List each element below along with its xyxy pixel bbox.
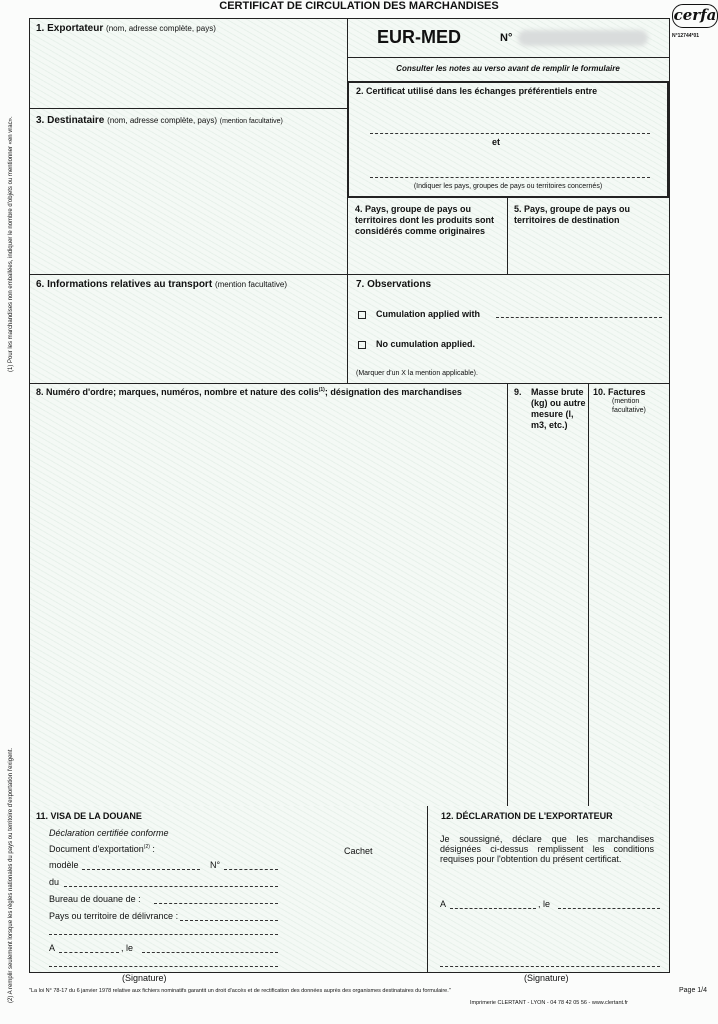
box6-label: 6. Informations relatives au transport <box>36 279 213 290</box>
consignee-input-area[interactable] <box>32 131 344 271</box>
box2-et: et <box>492 137 501 147</box>
box12-label: 12. DÉCLARATION DE L'EXPORTATEUR <box>441 811 613 821</box>
box3-hint2: (mention facultative) <box>219 118 283 125</box>
export-document-footnote-ref: (2) <box>143 844 150 850</box>
box5-label: 5. Pays, groupe de pays ou territoires de destination <box>514 204 631 225</box>
modele-input[interactable] <box>82 869 200 870</box>
customs-section <box>29 806 670 973</box>
box11-subtitle: Déclaration certifiée conforme <box>49 828 169 838</box>
issuing-country-label: Pays ou territoire de délivrance : <box>49 911 179 921</box>
box2-hint: (Indiquer les pays, groupes de pays ou territoires concernés) <box>413 183 603 190</box>
customs-signature-caption: (Signature) <box>122 973 167 983</box>
page-title: CERTIFICAT DE CIRCULATION DES MARCHANDISES <box>219 0 499 12</box>
law-notice: "La loi N° 78-17 du 6 janvier 1978 relative aux fichiers nominatifs garantit un droit d'accès et de rectification des données auprès des organismes destinataires du formulaire." <box>29 988 451 994</box>
du-input[interactable] <box>64 886 278 887</box>
box8-label-wrap <box>36 387 462 397</box>
cumulation-applied-option[interactable] <box>358 309 480 319</box>
document-number-label: N° <box>210 860 221 870</box>
cumulation-country-line[interactable] <box>496 317 662 318</box>
no-cumulation-checkbox[interactable] <box>358 341 366 349</box>
eur-med-form <box>29 18 670 808</box>
side-note-1: (1) Pour les marchandises non emballées, indiquer le nombre d'objets ou mentionner «en vrac». <box>8 116 14 372</box>
box10-label: 10. Factures <box>593 387 646 397</box>
box3-hint: (nom, adresse complète, pays) <box>107 116 217 125</box>
consult-notes: Consulter les notes au verso avant de remplir le formulaire <box>396 64 620 73</box>
box8-label2: ; désignation des marchandises <box>324 387 462 397</box>
document-number-input[interactable] <box>224 869 278 870</box>
box2-country-line-1[interactable] <box>370 133 650 134</box>
box7-hint: (Marquer d'un X la mention applicable). <box>356 370 478 377</box>
customs-office-label: Bureau de douane de : <box>49 894 141 904</box>
modele-label: modèle <box>49 860 79 870</box>
no-cumulation-option[interactable] <box>358 339 475 349</box>
box8-label: 8. Numéro d'ordre; marques, numéros, nombre et nature des colis <box>36 387 319 397</box>
exporter-place-input[interactable] <box>450 908 536 909</box>
issuing-country-input-2[interactable] <box>49 934 278 935</box>
date-label: , le <box>121 943 134 953</box>
export-document-text: Document d'exportation <box>49 844 144 854</box>
box7-label: 7. Observations <box>356 279 432 290</box>
transport-input-area[interactable] <box>32 295 344 381</box>
cumulation-applied-label: Cumulation applied with <box>376 309 480 319</box>
exporter-date-input[interactable] <box>558 908 660 909</box>
printer-info: Imprimerie CLERTANT - LYON - 04 78 42 05 56 - www.clertant.fr <box>470 1000 628 1006</box>
box3-consignee <box>36 115 283 126</box>
issuing-country-input[interactable] <box>180 920 278 921</box>
box2-label: 2. Certificat utilisé dans les échanges préférentiels entre <box>356 86 598 96</box>
certificate-number-label: N° <box>500 32 513 44</box>
no-cumulation-label: No cumulation applied. <box>376 339 476 349</box>
box10-hint: (mention facultative) <box>612 398 646 414</box>
box6-transport <box>36 279 287 290</box>
box1-label: 1. Exportateur <box>36 23 104 34</box>
side-note-2: (2) A remplir seulement lorsque les règles nationales du pays ou territoire d'exportation l'exigent. <box>8 747 14 1003</box>
exporter-signature-line[interactable] <box>440 966 660 967</box>
export-document-label <box>49 844 155 854</box>
exporter-declaration-text: Je soussigné, déclare que les marchandises désignées ci-dessus remplissent les conditions requises pour l'obtention du présent certificat. <box>440 834 654 864</box>
cerfa-logo: cerfa <box>672 4 718 28</box>
export-document-colon: : <box>149 844 155 854</box>
box4-label: 4. Pays, groupe de pays ou territoires dont les produits sont considérés comme originaires <box>355 204 495 236</box>
eur-med-title: EUR-MED <box>377 27 461 47</box>
du-label: du <box>49 877 60 887</box>
place-input[interactable] <box>59 952 119 953</box>
date-input[interactable] <box>142 952 278 953</box>
page-number: Page 1/4 <box>679 987 708 994</box>
goods-description-area[interactable] <box>32 403 504 803</box>
box1-exporter <box>36 23 216 34</box>
cumulation-applied-checkbox[interactable] <box>358 311 366 319</box>
place-label: A <box>49 943 56 953</box>
certificate-number-value <box>518 29 648 47</box>
exporter-place-label: A <box>440 899 447 909</box>
cachet-label: Cachet <box>344 846 373 856</box>
customs-signature-line[interactable] <box>49 966 278 967</box>
box2-country-line-2[interactable] <box>370 177 650 178</box>
box3-label: 3. Destinataire <box>36 115 105 126</box>
form-number: N°12744*01 <box>672 33 700 39</box>
box1-hint: (nom, adresse complète, pays) <box>106 24 216 33</box>
box8-footnote-ref: (1) <box>318 387 325 393</box>
exporter-input-area[interactable] <box>32 41 344 105</box>
box6-hint: (mention facultative) <box>214 280 287 289</box>
exporter-date-label: , le <box>538 899 551 909</box>
customs-office-input[interactable] <box>154 903 278 904</box>
box9-number: 9. <box>514 387 522 397</box>
exporter-signature-caption: (Signature) <box>524 973 569 983</box>
box9-label: Masse brute (kg) ou autre mesure (l, m3, etc.) <box>531 387 586 430</box>
box11-label: 11. VISA DE LA DOUANE <box>36 811 142 821</box>
